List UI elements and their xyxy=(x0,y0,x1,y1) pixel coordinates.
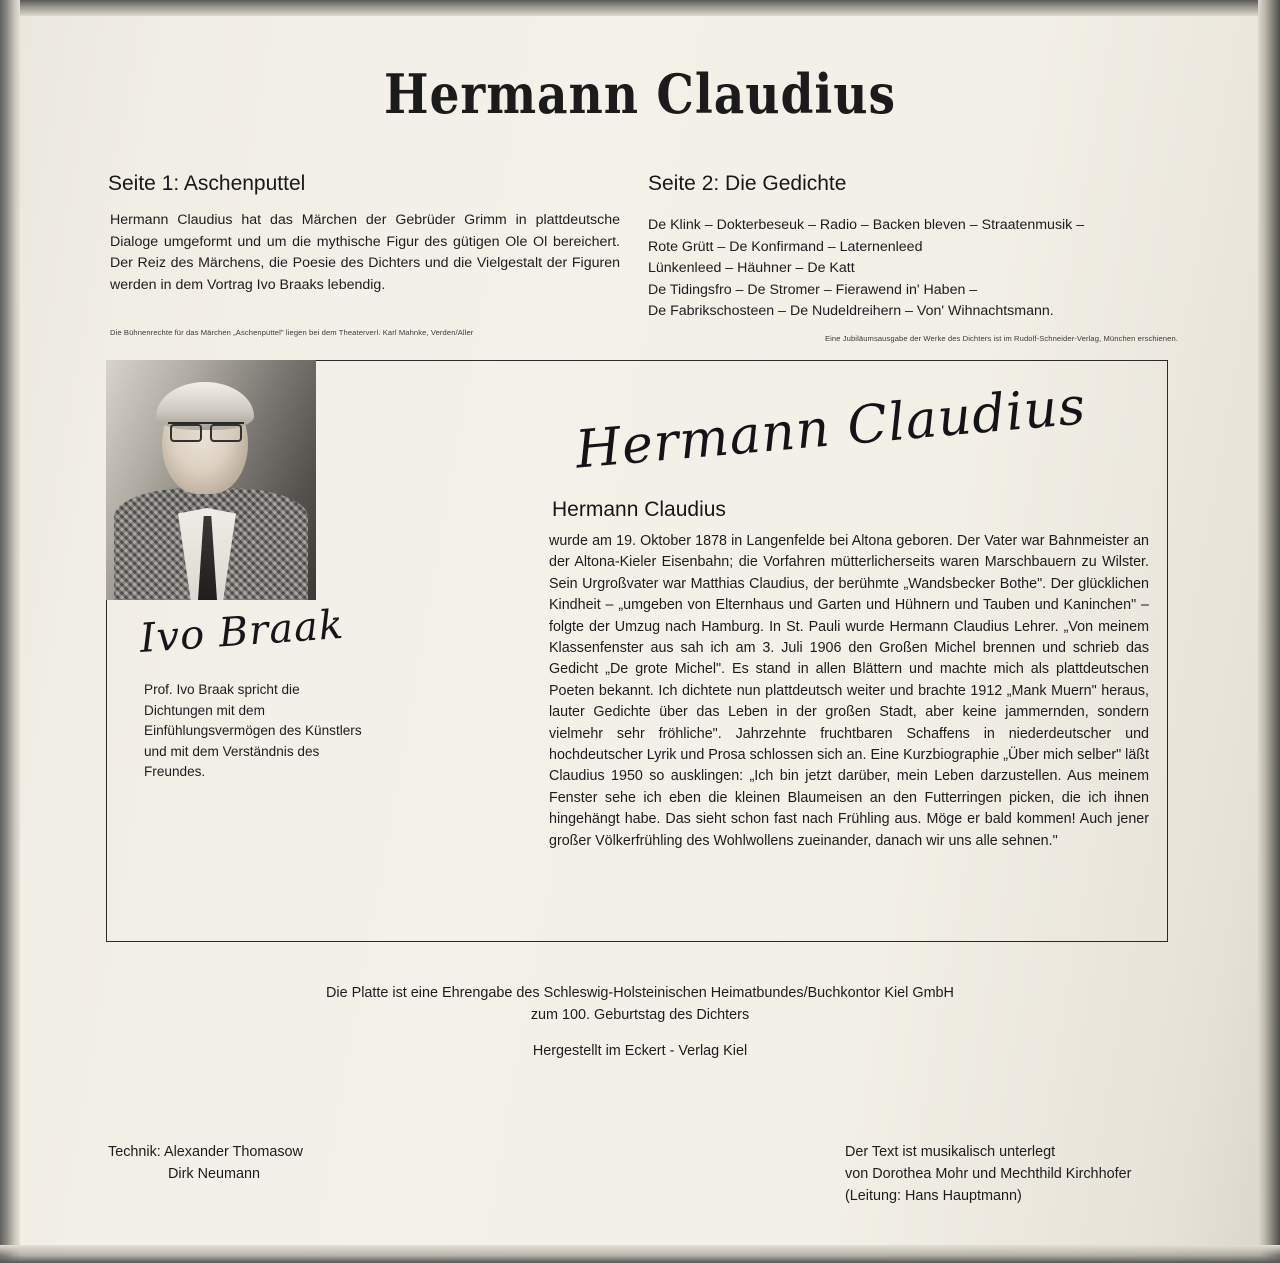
music-credits xyxy=(845,1141,1245,1207)
side-2-tracklist xyxy=(648,215,1148,323)
ivo-braak-description: Prof. Ivo Braak spricht die Dichtungen mit dem Einfühlungsvermögen des Künstlers und mit dem Verständnis des Freundes. xyxy=(144,682,362,779)
technik-credits xyxy=(108,1141,468,1185)
ivo-braak-signature: Ivo Braak xyxy=(138,601,346,662)
track-line: Lünkenleed – Häuhner – De Katt xyxy=(648,260,855,276)
music-line-3: (Leitung: Hans Hauptmann) xyxy=(845,1188,1022,1204)
hermann-claudius-signature: Hermann Claudius xyxy=(573,376,1089,481)
credits-block xyxy=(0,982,1280,1062)
side-1-heading: Seite 1: Aschenputtel xyxy=(108,172,306,195)
music-line-1: Der Text ist musikalisch unterlegt xyxy=(845,1144,1056,1160)
credit-line-3: Hergestellt im Eckert - Verlag Kiel xyxy=(532,1043,748,1059)
side-2-heading: Seite 2: Die Gedichte xyxy=(648,172,847,195)
sleeve-edge-top xyxy=(0,0,1280,16)
sleeve-edge-left xyxy=(0,0,20,1263)
track-line: De Fabrikschosteen – De Nudeldreihern – Von' Wihnachtsmann. xyxy=(648,303,1054,319)
credit-line-1: Die Platte ist eine Ehrengabe des Schleswig-Holsteinischen Heimatbundes/Buchkontor Kiel GmbH xyxy=(326,985,954,1001)
biography-name: Hermann Claudius xyxy=(552,498,726,521)
biography-text: wurde am 19. Oktober 1878 in Langenfelde bei Altona geboren. Der Vater war Bahnmeister an der Altona-Kieler Eisenbahn; die Vorfahren mütterlicherseits waren Marschbauern zu Wilster. Sein Urgroßvater war Matthias Claudius, der berühmte „Wandsbecker Bothe". Der glücklichen Kindheit – „umgeben von Elternhaus und Garten und Hühnern und Tauben und Kaninchen" – folgte der Umzug nach Hamburg. In St. Pauli wurde Hermann Claudius Lehrer. „Von meinem Klassenfenster aus sah ich am 3. Juli 1906 den Großen Michel brennen und schrieb das Gedicht „De grote Michel". Es stand in allen Blättern und machte mich als plattdeutschen Poeten bekannt. Ich dichtete nun plattdeutsch weiter und brachte 1912 „Mank Muern" heraus, lauter Gedichte über das Leben in der großen Stadt, aber keine jammernden, sondern vielmehr sehr fröhliche". Jahrzehnte fruchtbaren Schaffens in niederdeutscher und hochdeutscher Lyrik und Prosa schlossen sich an. Eine Kurzbiographie „Über mich selber" läßt Claudius 1950 so ausklingen: „Ich bin jetzt darüber, mein Leben darzustellen. Aus meinem Fenster sehe ich eben die kleinen Blaumeisen an den Futterringen picken, die ich ihnen hingehängt habe. Das sieht schon fast nach Frühling aus. Möge er bald kommen! Auch jener großer Völkerfrühling des Wohlwollens zueinander, danach wir uns alle sehnen." xyxy=(549,533,1149,849)
portrait-photo xyxy=(106,360,316,600)
music-line-2: von Dorothea Mohr und Mechthild Kirchhofer xyxy=(845,1166,1132,1182)
page-title: Hermann Claudius xyxy=(383,62,897,126)
side-2-fineprint: Eine Jubiläumsausgabe der Werke des Dichters ist im Rudolf-Schneider-Verlag, München erschienen. xyxy=(824,334,1178,343)
technik-line-1: Technik: Alexander Thomasow xyxy=(108,1144,303,1160)
sleeve-edge-right xyxy=(1258,0,1280,1263)
track-line: De Klink – Dokterbeseuk – Radio – Backen bleven – Straatenmusik – xyxy=(648,217,1085,233)
track-line: Rote Grütt – De Konfirmand – Laternenleed xyxy=(648,238,923,255)
credit-spacer xyxy=(0,1026,1280,1040)
technik-line-2: Dirk Neumann xyxy=(168,1166,260,1182)
sleeve-edge-bottom xyxy=(0,1245,1280,1263)
side-1-description: Hermann Claudius hat das Märchen der Gebrüder Grimm in plattdeutsche Dialoge umgeformt und um die mythische Figur des gütigen Ole Ol bereichert. Der Reiz des Märchens, die Poesie des Dichters und die Vielgestalt der Figuren werden in dem Vortrag Ivo Braaks lebendig. xyxy=(110,212,620,293)
side-1-fineprint: Die Bühnenrechte für das Märchen „Aschenputtel" liegen bei dem Theaterverl. Karl Mahnke, Verden/Aller xyxy=(110,328,474,337)
credit-line-2: zum 100. Geburtstag des Dichters xyxy=(530,1007,750,1023)
portrait-glasses xyxy=(168,422,244,440)
track-line: De Tidingsfro – De Stromer – Fierawend in' Haben – xyxy=(648,281,978,298)
